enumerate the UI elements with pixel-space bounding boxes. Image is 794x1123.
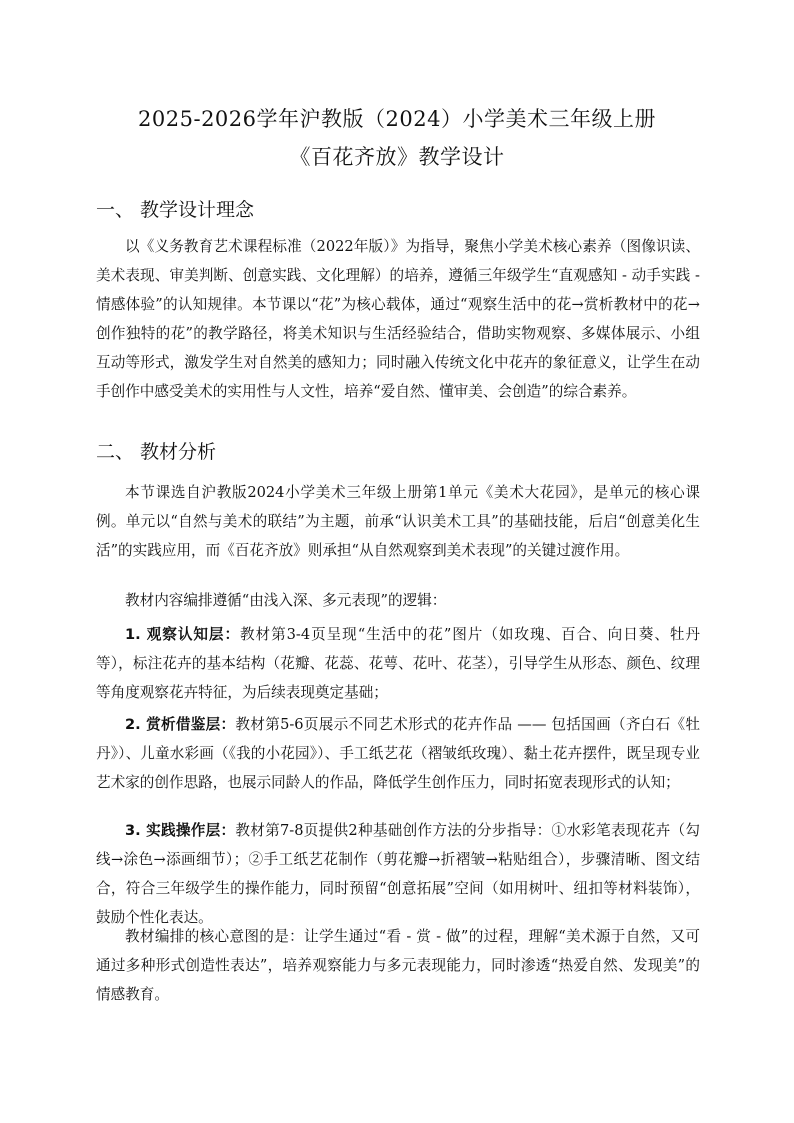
section-heading-textbook-analysis: 二、 教材分析: [96, 441, 217, 463]
list-item-appreciation: [96, 710, 700, 797]
list-item-observation-text: 教材第3-4页呈现“生活中的花”图片（如玫瑰、百合、向日葵、牡丹等），标注花卉的基本结构（花瓣、花蕊、花萼、花叶、花茎），引导学生从形态、颜色、纹理等角度观察花卉特征，为后续表现奠定基础；: [96, 626, 700, 701]
document-title-line1: 2025-2026学年沪教版（2024）小学美术三年级上册: [138, 107, 656, 131]
document-title-line2: 《百花齐放》教学设计: [289, 145, 505, 169]
list-item-appreciation-text: 教材第5-6页展示不同艺术形式的花卉作品 —— 包括国画（齐白石《牡丹》）、儿童水彩画（《我的小花园》）、手工纸艺花（褶皱纸玫瑰）、黏土花卉摆件，既呈现专业艺术家的创作思路，也展示同龄人的作品，降低学生创作压力，同时拓宽表现形式的认知；: [96, 716, 700, 791]
list-item-observation-lead: 1. 观察认知层：: [125, 626, 240, 643]
list-item-practice-text: 教材第7-8页提供2种基础创作方法的分步指导：①水彩笔表现花卉（勾线→涂色→添画细节）；②手工纸艺花制作（剪花瓣→折褶皱→粘贴组合），步骤清晰、图文结合，符合三年级学生的操作能力，同时预留“创意拓展”空间（如用树叶、纽扣等材料装饰），鼓励个性化表达。: [96, 822, 700, 926]
list-item-practice: [96, 816, 700, 932]
paragraph-textbook-logic: 教材内容编排遵循“由浅入深、多元表现”的逻辑：: [125, 592, 447, 609]
list-item-appreciation-lead: 2. 赏析借鉴层：: [125, 716, 236, 733]
paragraph-philosophy: 以《义务教育艺术课程标准（2022年版）》为指导，聚焦小学美术核心素养（图像识读、美术表现、审美判断、创意实践、文化理解）的培养，遵循三年级学生“直观感知 - 动手实践 - 情感体验”的认知规律。本节课以“花”为核心载体，通过“观察生活中的花→赏析教材中的花→创作独特的花”的教学路径，将美术知识与生活经验结合，借助实物观察、多媒体展示、小组互动等形式，激发学生对自然美的感知力；同时融入传统文化中花卉的象征意义，让学生在动手创作中感受美术的实用性与人文性，培养“爱自然、懂审美、会创造”的综合素养。: [96, 238, 700, 400]
paragraph-textbook-intro: 本节课选自沪教版2024小学美术三年级上册第1单元《美术大花园》，是单元的核心课例。单元以“自然与美术的联结”为主题，前承“认识美术工具”的基础技能，后启“创意美化生活”的实践应用，而《百花齐放》则承担“从自然观察到美术表现”的关键过渡作用。: [96, 484, 700, 559]
list-item-practice-lead: 3. 实践操作层：: [125, 822, 236, 839]
paragraph-core-intent: 教材编排的核心意图的是：让学生通过“看 - 赏 - 做”的过程，理解“美术源于自然，又可通过多种形式创造性表达”，培养观察能力与多元表现能力，同时渗透“热爱自然、发现美”的情感教育。: [96, 928, 700, 1003]
section-heading-philosophy: 一、 教学设计理念: [96, 199, 255, 221]
list-item-observation: [96, 620, 700, 707]
